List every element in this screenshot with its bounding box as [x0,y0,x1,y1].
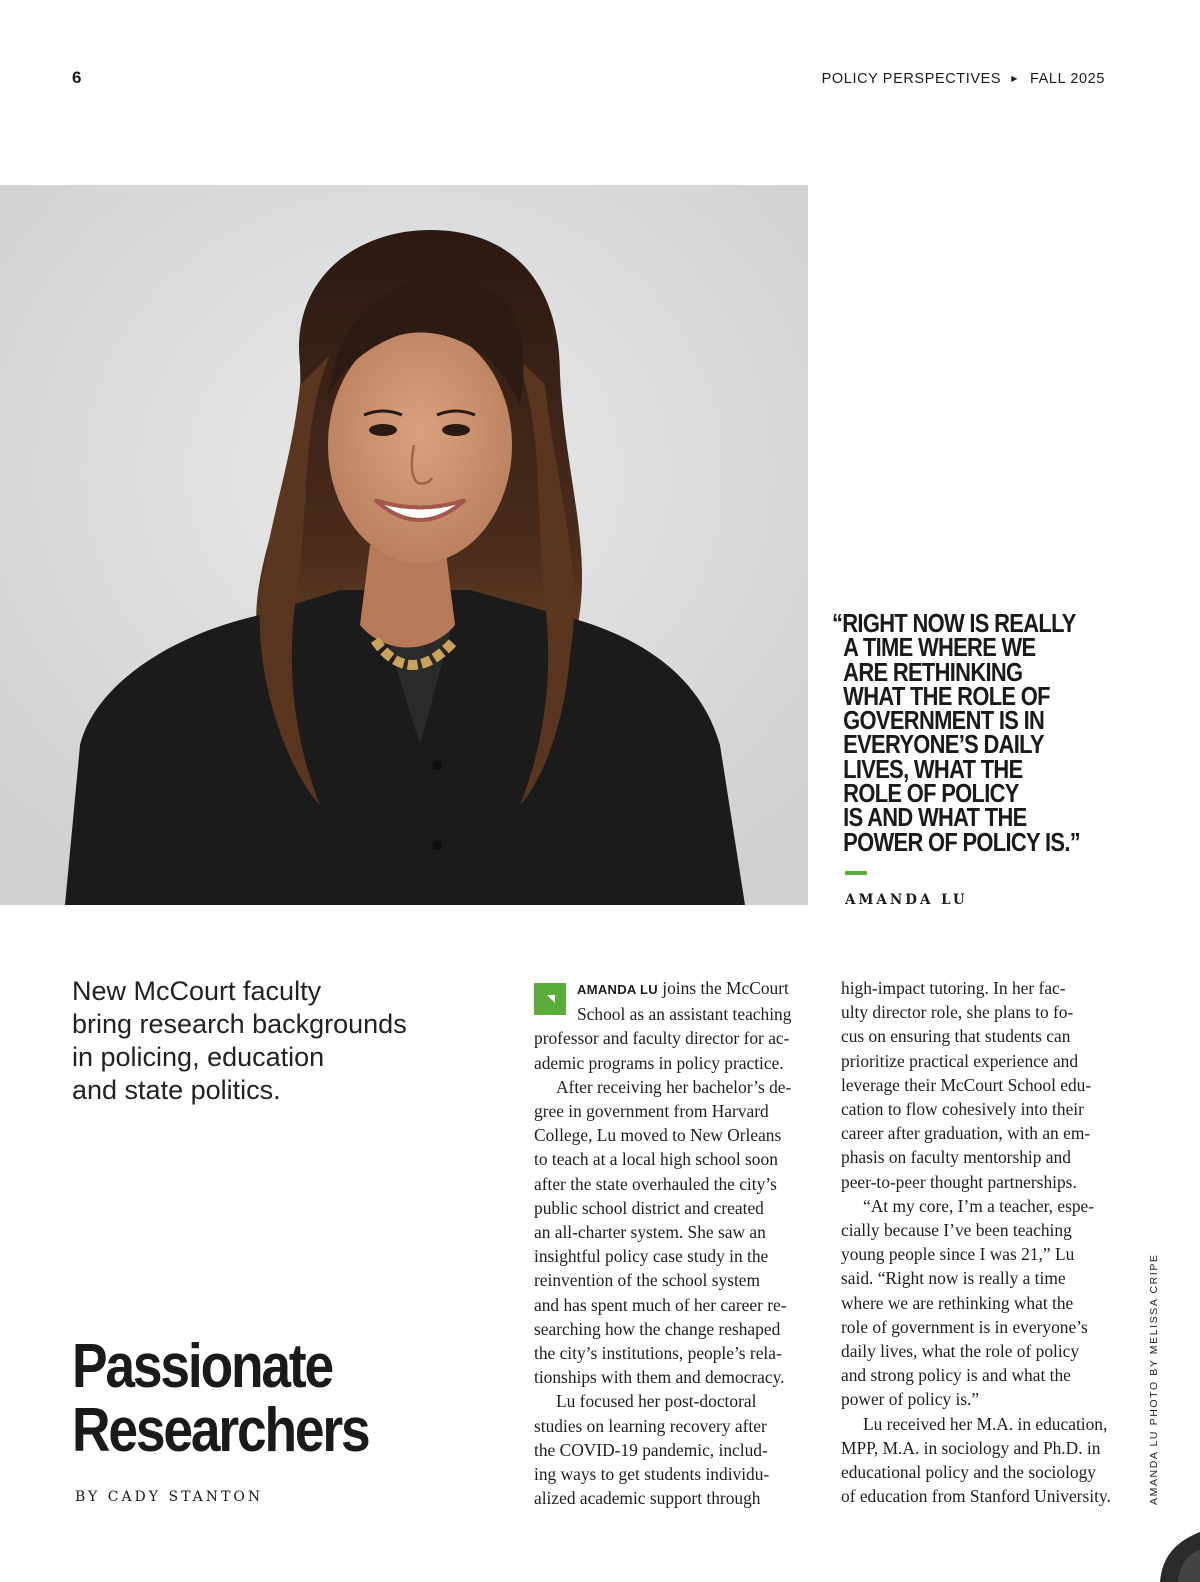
quote-attribution: AMANDA LU [845,892,968,908]
dek-line: bring research backgrounds [72,1009,407,1039]
body-line: cially because I’ve been teaching [841,1220,1072,1241]
pull-quote [832,612,1090,855]
body-line: after the state overhauled the city’s [534,1173,777,1194]
publication-name: POLICY PERSPECTIVES [821,71,1002,87]
body-line: searching how the change reshaped [534,1318,781,1339]
byline: BY CADY STANTON [75,1489,264,1505]
body-line: leverage their McCourt School edu- [841,1074,1092,1095]
body-line: gree in government from Harvard [534,1101,769,1122]
body-line: to teach at a local high school soon [534,1149,778,1170]
dek-line: New McCourt faculty [72,976,322,1006]
headline-line: Researchers [72,1396,369,1465]
article-dek [72,975,472,1107]
pull-quote-line: GOVERNMENT IS IN [843,707,1045,736]
body-line: Lu focused her post-doctoral [556,1391,757,1412]
body-line: studies on learning recovery after [534,1415,767,1436]
pull-quote-line: POWER OF POLICY IS.” [843,828,1081,857]
portrait-photo [0,185,808,905]
pull-quote-line: WHAT THE ROLE OF [843,682,1050,711]
body-line: cus on ensuring that students can [841,1026,1071,1047]
body-line: ing ways to get students individu- [534,1464,770,1485]
headline-line: Passionate [72,1332,333,1401]
running-header [822,71,1105,87]
body-line: and strong policy is and what the [841,1365,1071,1386]
dek-line: and state politics. [72,1075,281,1105]
body-line: said. “Right now is really a time [841,1268,1066,1289]
body-column-2 [841,976,1111,1508]
body-line: and has spent much of her career re- [534,1294,787,1315]
body-line: high-impact tutoring. In her fac- [841,978,1066,998]
lead-line [534,976,791,1002]
issue-label: FALL 2025 [1029,71,1105,87]
quote-divider [845,871,867,875]
body-line: young people since I was 21,” Lu [841,1244,1075,1265]
body-line: phasis on faculty mentorship and [841,1147,1071,1168]
body-line: of education from Stanford University. [841,1486,1111,1507]
page-number: 6 [72,68,82,87]
photo-credit: AMANDA LU PHOTO BY MELISSA CRIPE [1148,1253,1160,1505]
body-line: the city’s institutions, people’s rela- [534,1343,782,1364]
body-line: insightful policy case study in the [534,1246,769,1267]
body-line: ulty director role, she plans to fo- [841,1002,1074,1023]
body-line: where we are rethinking what the [841,1292,1074,1313]
body-line: professor and faculty director for ac- [534,1028,790,1049]
body-line: role of government is in everyone’s [841,1316,1088,1337]
body-line: alized academic support through [534,1488,761,1509]
body-line: “At my core, I’m a teacher, espe- [863,1195,1095,1216]
pull-quote-line: A TIME WHERE WE [843,634,1036,663]
body-line: daily lives, what the role of policy [841,1341,1080,1362]
article-headline [72,1332,369,1465]
body-line: After receiving her bachelor’s de- [556,1076,792,1097]
body-line: cation to flow cohesively into their [841,1099,1084,1120]
body-line: power of policy is.” [841,1389,980,1410]
body-line: Lu received her M.A. in education, [863,1413,1108,1434]
body-line: public school district and created [534,1197,764,1218]
pull-quote-line: “RIGHT NOW IS REALLY [832,610,1076,638]
lead-name: AMANDA LU [577,982,658,997]
pull-quote-line: EVERYONE’S DAILY [843,731,1044,760]
body-line: an all-charter system. She saw an [534,1222,766,1243]
body-column-1 [534,976,791,1510]
body-line: educational policy and the sociology [841,1462,1096,1483]
dek-line: in policing, education [72,1042,325,1072]
adjacent-photo-fragment [1140,1502,1200,1582]
lead-text: joins the McCourt [657,978,789,998]
body-line: ademic programs in policy practice. [534,1052,784,1073]
body-line: career after graduation, with an em- [841,1123,1091,1144]
body-line: reinvention of the school system [534,1270,761,1291]
body-line: MPP, M.A. in sociology and Ph.D. in [841,1437,1101,1458]
body-line: peer-to-peer thought partnerships. [841,1171,1077,1192]
triangle-right-icon: ▶ [1011,74,1018,83]
body-line: the COVID-19 pandemic, includ- [534,1439,768,1460]
pull-quote-line: LIVES, WHAT THE [843,755,1023,784]
body-line: prioritize practical experience and [841,1050,1079,1071]
body-line: tionships with them and democracy. [534,1367,785,1388]
body-line: School as an assistant teaching [577,1004,792,1025]
body-line: College, Lu moved to New Orleans [534,1125,782,1146]
pull-quote-line: ROLE OF POLICY [843,780,1019,809]
pull-quote-line: ARE RETHINKING [843,658,1023,687]
pull-quote-line: IS AND WHAT THE [843,804,1027,833]
